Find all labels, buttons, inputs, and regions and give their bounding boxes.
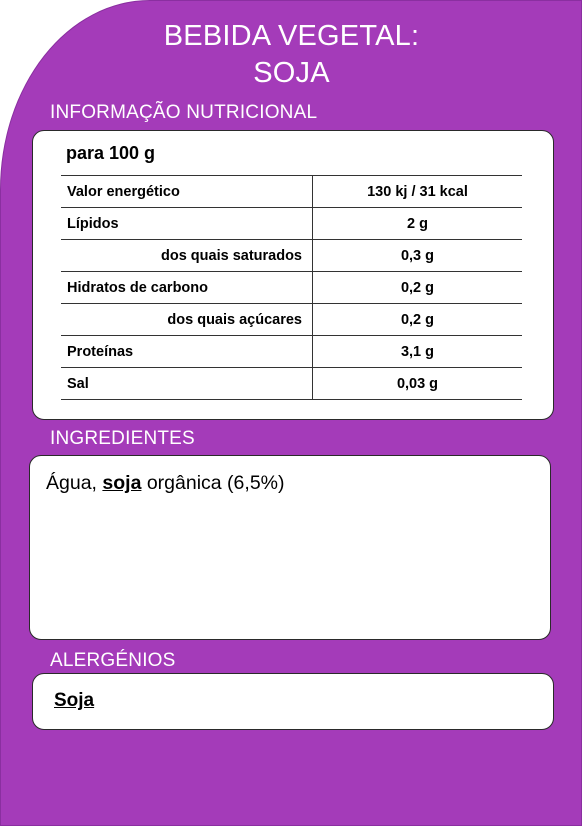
nutrient-label: Hidratos de carbono bbox=[61, 272, 313, 304]
nutrient-label: Valor energético bbox=[61, 176, 313, 208]
nutrient-value: 2 g bbox=[313, 208, 523, 240]
table-row bbox=[61, 368, 522, 400]
nutrition-table bbox=[61, 175, 522, 400]
nutrient-value: 0,2 g bbox=[313, 272, 523, 304]
nutrient-value: 0,2 g bbox=[313, 304, 523, 336]
allergens-text: Soja bbox=[54, 690, 95, 711]
product-title-line1: BEBIDA VEGETAL: bbox=[163, 20, 420, 52]
table-row bbox=[61, 336, 522, 368]
ingredients-highlight: soja bbox=[102, 472, 142, 494]
per-100g-label: para 100 g bbox=[66, 143, 156, 163]
table-row bbox=[61, 176, 522, 208]
nutrient-label: Lípidos bbox=[61, 208, 313, 240]
ingredients-suffix: orgânica (6,5%) bbox=[141, 472, 285, 494]
nutrient-label: dos quais açúcares bbox=[61, 304, 313, 336]
nutrient-label: dos quais saturados bbox=[61, 240, 313, 272]
nutrient-value: 130 kj / 31 kcal bbox=[313, 176, 523, 208]
table-row bbox=[61, 240, 522, 272]
ingredients-section-label: INGREDIENTES bbox=[50, 428, 195, 449]
nutrient-label: Proteínas bbox=[61, 336, 313, 368]
nutrient-value: 0,03 g bbox=[313, 368, 523, 400]
table-row bbox=[61, 208, 522, 240]
nutrition-section-label: INFORMAÇÃO NUTRICIONAL bbox=[50, 102, 318, 123]
ingredients-text bbox=[46, 472, 285, 495]
table-row bbox=[61, 304, 522, 336]
nutrient-value: 0,3 g bbox=[313, 240, 523, 272]
allergens-box bbox=[32, 673, 554, 730]
table-row bbox=[61, 272, 522, 304]
nutrient-value: 3,1 g bbox=[313, 336, 523, 368]
product-title-line2: SOJA bbox=[253, 57, 330, 89]
nutrient-label: Sal bbox=[61, 368, 313, 400]
ingredients-prefix: Água, bbox=[46, 472, 103, 494]
allergens-section-label: ALERGÉNIOS bbox=[50, 650, 176, 671]
